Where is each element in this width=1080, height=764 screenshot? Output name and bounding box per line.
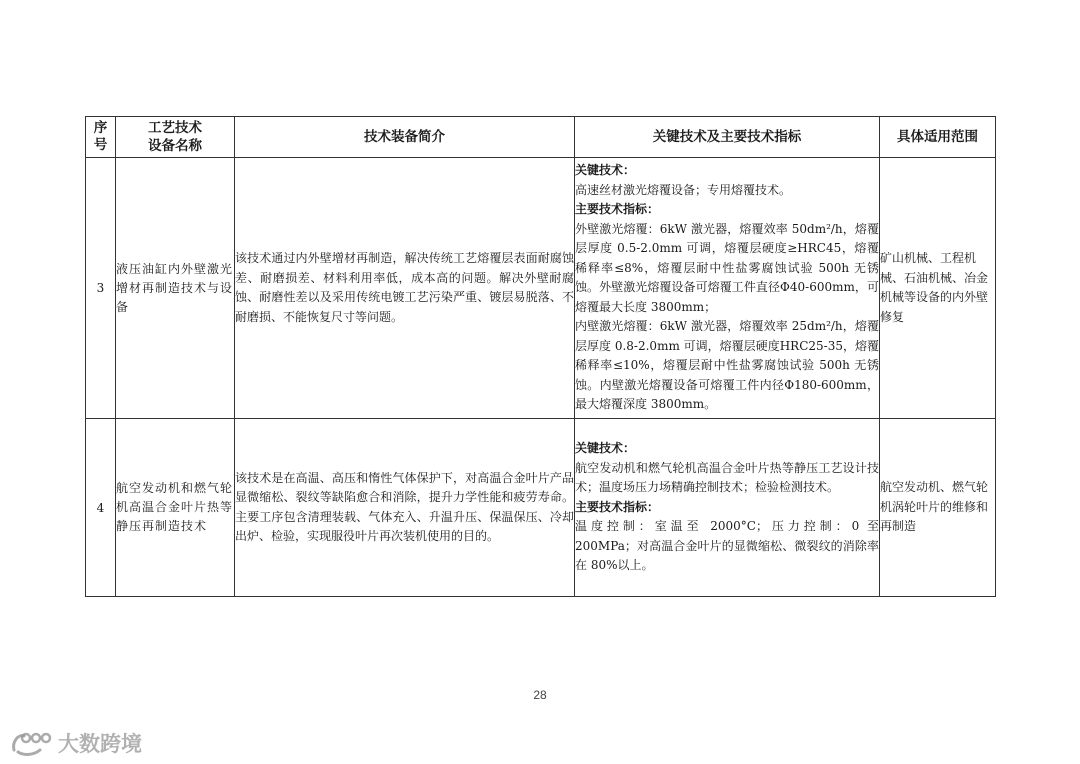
row-seq: 3 — [86, 158, 116, 419]
row-key-indicators — [575, 158, 880, 419]
technology-table — [85, 116, 996, 597]
row-key-indicators — [575, 419, 880, 597]
key-tech-text: 航空发动机和燃气轮机高温合金叶片热等静压工艺设计技术；温度场压力场精确控制技术；检验检测技术。 — [575, 460, 879, 495]
indicators-text: 内壁激光熔覆：6kW 激光器，熔覆效率 25dm²/h，熔覆层厚度 0.8-2.0mm 可调，熔覆层硬度HRC25-35，熔覆稀释率≤10%，熔覆层耐中性盐雾腐蚀试验 500h 无锈蚀。内壁激光熔覆设备可熔覆工件内径Φ180-600mm，最大熔覆深度 3800mm。 — [575, 319, 879, 412]
header-scope: 具体适用范围 — [880, 117, 996, 158]
indicators-text: 外壁激光熔覆：6kW 激光器，熔覆效率 50dm²/h，熔覆层厚度 0.5-2.0mm 可调，熔覆层硬度≥HRC45，熔覆稀释率≤8%，熔覆层耐中性盐雾腐蚀试验 500h 无锈蚀。外壁激光熔覆设备可熔覆工件直径Φ40-600mm，可熔覆最大长度 3800mm； — [575, 221, 879, 314]
row-name: 航空发动机和燃气轮机高温合金叶片热等静压再制造技术 — [116, 419, 235, 597]
header-seq: 序号 — [86, 117, 116, 158]
row-seq: 4 — [86, 419, 116, 597]
indicators-text: 温度控制：室温至 2000°C；压力控制：0 至 200MPa；对高温合金叶片的显微缩松、微裂纹的消除率在 80%以上。 — [575, 519, 879, 573]
table-header-row — [86, 117, 996, 158]
indicators-label: 主要技术指标： — [575, 499, 660, 514]
row-intro: 该技术是在高温、高压和惰性气体保护下，对高温合金叶片产品显微缩松、裂纹等缺陷愈合和消除，提升力学性能和疲劳寿命。主要工序包含清理装载、气体充入、升温升压、保温保压、冷却出炉、检验，实现服役叶片再次装机使用的目的。 — [235, 419, 575, 597]
row-scope: 航空发动机、燃气轮机涡轮叶片的维修和再制造 — [880, 419, 996, 597]
brand-logo-icon — [10, 730, 54, 756]
page-number: 28 — [533, 688, 547, 702]
header-key: 关键技术及主要技术指标 — [575, 117, 880, 158]
row-intro: 该技术通过内外壁增材再制造，解决传统工艺熔覆层表面耐腐蚀差、耐磨损差、材料利用率低，成本高的问题。解决外壁耐腐蚀、耐磨性差以及采用传统电镀工艺污染严重、镀层易脱落、不耐磨损、不能恢复尺寸等问题。 — [235, 158, 575, 419]
key-tech-text: 高速丝材激光熔覆设备；专用熔覆技术。 — [575, 182, 792, 197]
watermark-text: 大数跨境 — [58, 732, 142, 756]
header-name: 工艺技术设备名称 — [116, 117, 235, 158]
header-intro: 技术装备简介 — [235, 117, 575, 158]
key-tech-label: 关键技术： — [575, 441, 636, 456]
watermark — [10, 728, 142, 758]
key-tech-label: 关键技术： — [575, 163, 636, 178]
indicators-label: 主要技术指标： — [575, 202, 660, 217]
row-name: 液压油缸内外壁激光增材再制造技术与设备 — [116, 158, 235, 419]
row-scope: 矿山机械、工程机械、石油机械、冶金机械等设备的内外壁修复 — [880, 158, 996, 419]
table-row — [86, 419, 996, 597]
table-row — [86, 158, 996, 419]
